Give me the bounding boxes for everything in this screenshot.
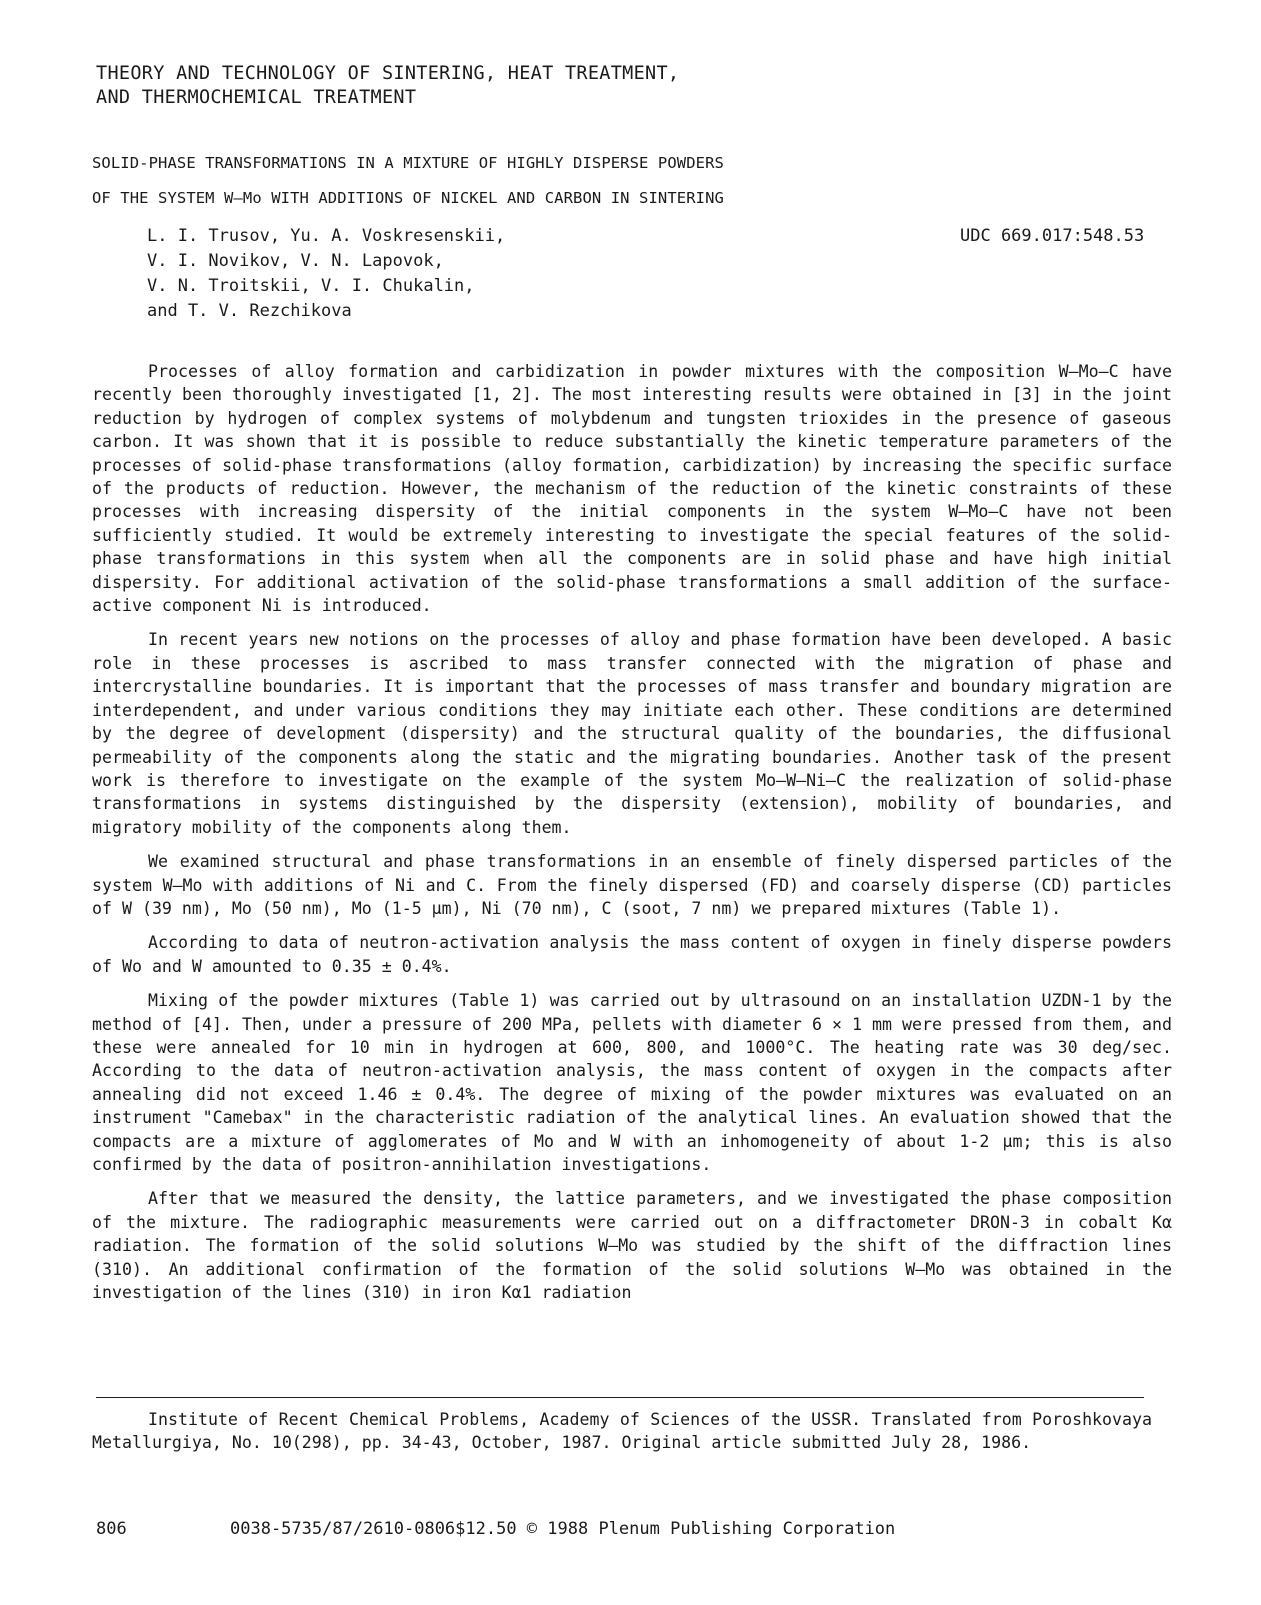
body-paragraph: After that we measured the density, the lattice parameters, and we investigated the phase composition of the mixture. The radiographic measurements were carried out on a diffractometer DRON-3 in cobalt Kα radiation. The formation of the solid solutions W—Mo was studied by the shift of the diffraction lines (310). An additional confirmation of the formation of the solid solutions W—Mo was obtained in the investigation of the lines (310) in iron Kα1 radiation xyxy=(92,1189,1172,1303)
body-paragraph: In recent years new notions on the processes of alloy and phase formation have been developed. A basic role in these processes is ascribed to mass transfer connected with the migration of phase and intercrystalline boundaries. It is important that the processes of mass transfer and boundary migration are interdependent, and under various conditions they may initiate each other. These conditions are determined by the degree of development (dispersity) and the structural quality of the boundaries, the diffusional permeability of the components along the static and the migrating boundaries. Another task of the present work is therefore to investigate on the example of the system Mo—W—Ni—C the realization of solid-phase transformations in systems distinguished by the dispersity (extension), mobility of boundaries, and migratory mobility of the components along them. xyxy=(92,630,1172,837)
publication-line: 0038-5735/87/2610-0806$12.50 © 1988 Plenum Publishing Corporation xyxy=(230,1519,896,1539)
article-title-line: SOLID-PHASE TRANSFORMATIONS IN A MIXTURE OF HIGHLY DISPERSE POWDERS xyxy=(92,154,724,172)
author-line: V. I. Novikov, V. N. Lapovok, xyxy=(147,251,444,271)
section-heading: THEORY AND TECHNOLOGY OF SINTERING, HEAT TREATMENT, AND THERMOCHEMICAL TREATMENT xyxy=(96,63,680,108)
body-paragraph: Processes of alloy formation and carbidization in powder mixtures with the composition W—Mo—C have recently been thoroughly investigated [1, 2]. The most interesting results were obtained in [3] in the joint reduction by hydrogen of complex systems of molybdenum and tungsten trioxides in the presence of gaseous carbon. It was shown that it is possible to reduce substantially the kinetic temperature parameters of the processes of solid-phase transformations (alloy formation, carbidization) by increasing the specific surface of the products of reduction. However, the mechanism of the reduction of the kinetic constraints of these processes with increasing dispersity of the initial components in the system W—Mo—C have not been sufficiently studied. It would be extremely interesting to investigate the special features of the solid-phase transformations in this system when all the components are in solid phase and have high initial dispersity. For additional activation of the solid-phase transformations a small addition of the surface-active component Ni is introduced. xyxy=(92,362,1172,616)
article-title xyxy=(92,146,992,216)
article-title-line: OF THE SYSTEM W—Mo WITH ADDITIONS OF NICKEL AND CARBON IN SINTERING xyxy=(92,189,724,207)
body-paragraph: We examined structural and phase transformations in an ensemble of finely dispersed particles of the system W—Mo with additions of Ni and C. From the finely dispersed (FD) and coarsely disperse (CD) particles of W (39 nm), Mo (50 nm), Mo (1-5 μm), Ni (70 nm), C (soot, 7 nm) we prepared mixtures (Table 1). xyxy=(92,852,1172,918)
footnote: Institute of Recent Chemical Problems, Academy of Sciences of the USSR. Translated from Poroshkovaya Metallurgiya, No. 10(298), pp. 34-43, October, 1987. Original article submitted July 28, 1986. xyxy=(92,1410,1152,1453)
page-number: 806 xyxy=(96,1519,127,1539)
body-paragraph: Mixing of the powder mixtures (Table 1) was carried out by ultrasound on an installation UZDN-1 by the method of [4]. Then, under a pressure of 200 MPa, pellets with diameter 6 × 1 mm were pressed from them, and these were annealed for 10 min in hydrogen at 600, 800, and 1000°C. The heating rate was 30 deg/sec. According to the data of neutron-activation analysis, the mass content of oxygen in the compacts after annealing did not exceed 1.46 ± 0.4%. The degree of mixing of the powder mixtures was evaluated on an instrument "Camebax" in the characteristic radiation of the analytical lines. An evaluation showed that the compacts are a mixture of agglomerates of Mo and W with an inhomogeneity of about 1-2 μm; this is also confirmed by the data of positron-annihilation investigations. xyxy=(92,991,1172,1174)
author-line: L. I. Trusov, Yu. A. Voskresenskii, xyxy=(147,226,506,246)
udc-code: UDC 669.017:548.53 xyxy=(960,226,1145,246)
footnote-divider xyxy=(96,1397,1144,1398)
body-paragraph: According to data of neutron-activation analysis the mass content of oxygen in finely disperse powders of Wo and W amounted to 0.35 ± 0.4%. xyxy=(92,933,1172,976)
author-list xyxy=(147,224,747,324)
author-line: and T. V. Rezchikova xyxy=(147,301,352,321)
page-footer xyxy=(96,1517,1096,1541)
article-body xyxy=(92,360,1172,1315)
author-line: V. N. Troitskii, V. I. Chukalin, xyxy=(147,276,475,296)
